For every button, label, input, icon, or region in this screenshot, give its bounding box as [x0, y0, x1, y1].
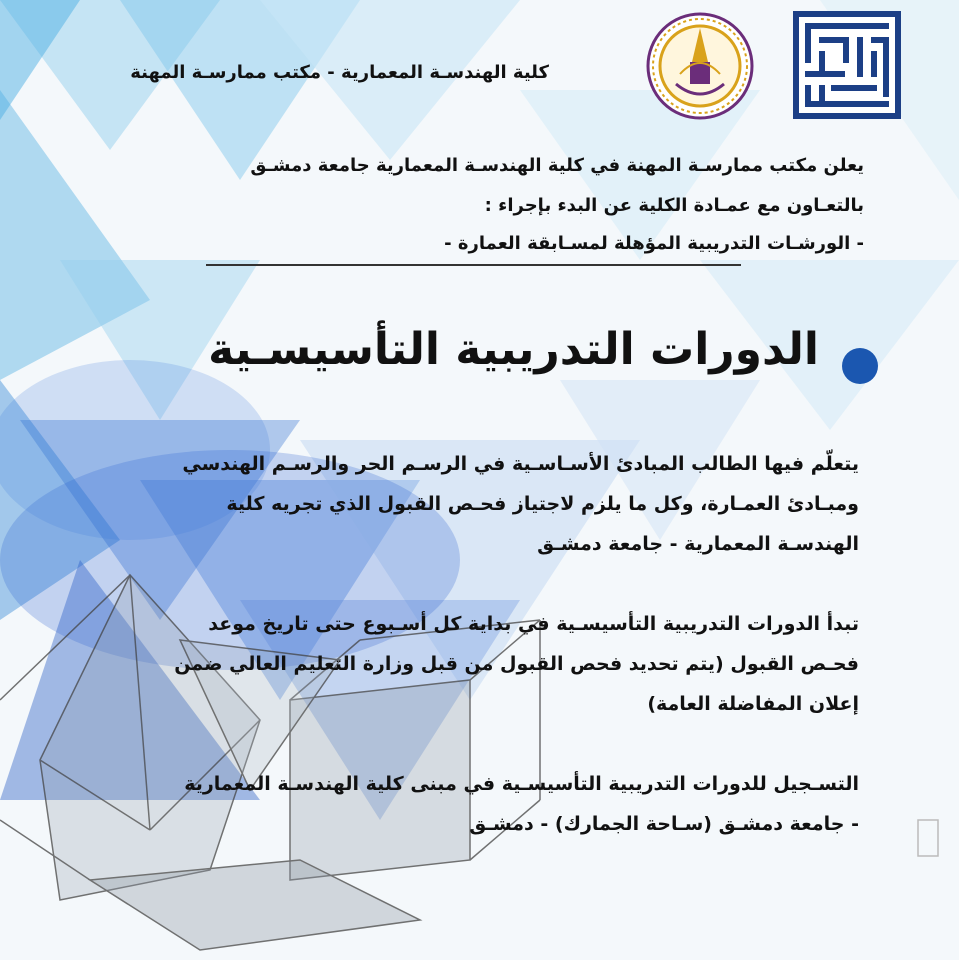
page-title: الدورات التدريبية التأسيسـية — [208, 324, 819, 375]
announcement-line-1: يعلن مكتب ممارسـة المهنة في كلية الهندسـة المعمارية جامعة دمشـق — [250, 155, 864, 176]
paragraph-line: إعلان المفاضلة العامة) — [647, 693, 859, 715]
paragraph-line: الهندسـة المعمارية - جامعة دمشـق — [537, 533, 859, 555]
paragraph-description — [99, 444, 859, 564]
divider — [206, 264, 741, 266]
paragraph-registration — [99, 764, 859, 844]
department-line: كلية الهندسـة المعمارية - مكتب ممارسـة المهنة — [130, 62, 549, 83]
paragraph-schedule — [99, 604, 859, 724]
paragraph-line: التسـجيل للدورات التدريبية التأسيسـية في مبنى كلية الهندسـة المعمارية — [184, 773, 859, 795]
paragraph-line: - جامعة دمشـق (سـاحة الجمارك) - دمشـق — [469, 813, 859, 835]
paragraph-line: ومبـادئ العمـارة، وكل ما يلزم لاجتياز فحـص القبول الذي تجريه كلية — [226, 493, 859, 515]
square-kufic-logo-icon — [793, 11, 901, 119]
paragraph-line: يتعلّم فيها الطالب المبادئ الأسـاسـية في الرسـم الحر والرسـم الهندسي — [182, 453, 859, 475]
announcement-line-2: بالتعـاون مع عمـادة الكلية عن البدء بإجراء : — [484, 195, 864, 216]
university-seal-icon — [646, 12, 754, 120]
paragraph-line: فحـص القبول (يتم تحديد فحص القبول من قبل وزارة التعليم العالي ضمن — [174, 653, 859, 675]
bullet-dot-icon — [842, 348, 878, 384]
workshop-line: - الورشـات التدريبية المؤهلة لمسـابقة العمارة - — [444, 233, 864, 254]
paragraph-line: تبدأ الدورات التدريبية التأسيسـية في بداية كل أسـبوع حتى تاريخ موعد — [208, 613, 859, 635]
